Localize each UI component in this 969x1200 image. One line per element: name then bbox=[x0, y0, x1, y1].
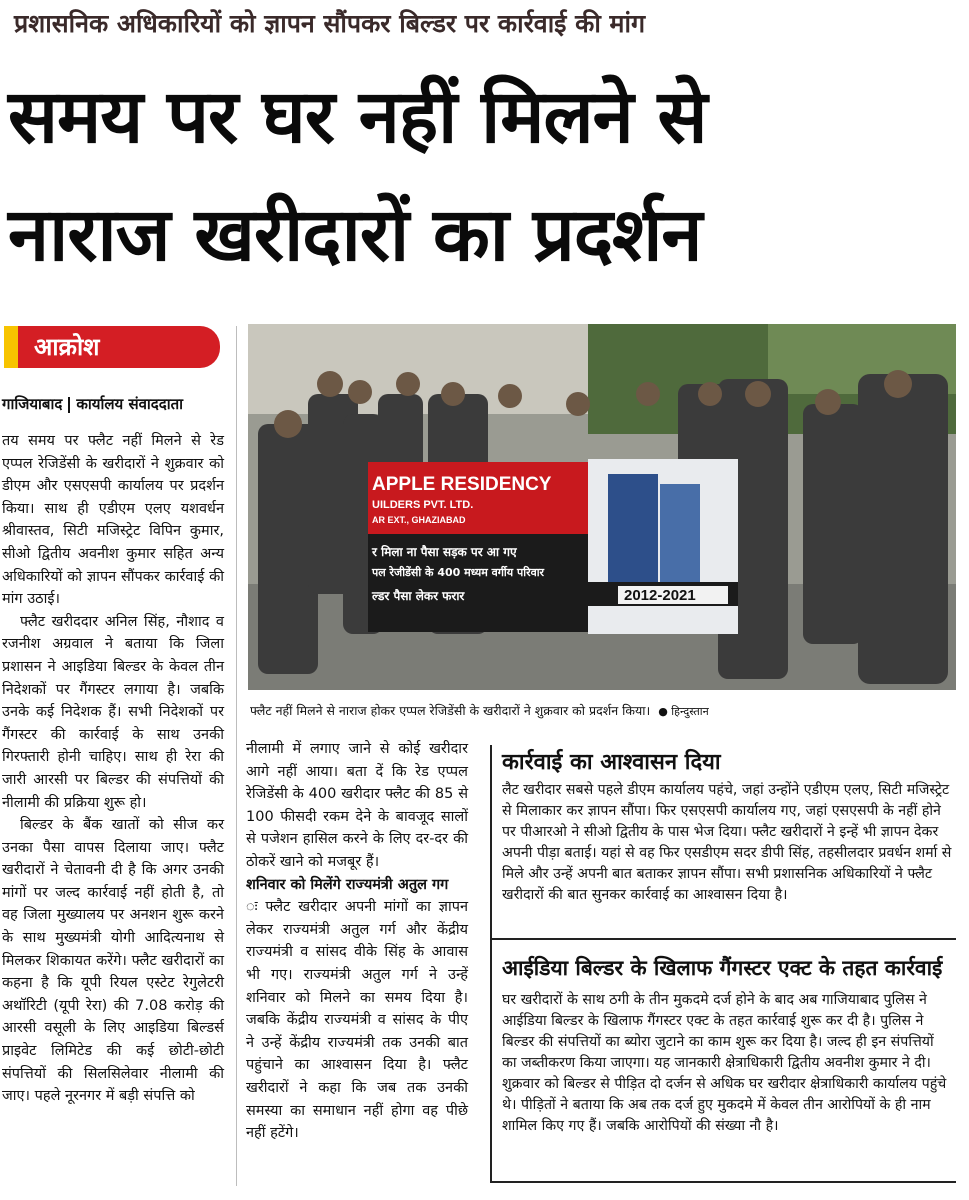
banner-slogan-2: पल रेजीडेंसी के 400 मध्यम वर्गीय परिवार bbox=[372, 566, 545, 579]
byline bbox=[2, 394, 183, 414]
box-separator-rule bbox=[490, 938, 956, 940]
banner-subtitle: UILDERS PVT. LTD. bbox=[372, 499, 474, 511]
box2-body bbox=[502, 990, 952, 1137]
headline-line-1: समय पर घर नहीं मिलने से bbox=[8, 74, 707, 160]
box2-title: आईडिया बिल्डर के खिलाफ गैंगस्टर एक्ट के तहत कार्रवाई bbox=[502, 956, 943, 980]
box2-paragraph: घर खरीदारों के साथ ठगी के तीन मुकदमे दर्ज होने के बाद अब गाजियाबाद पुलिस ने आईडिया बिल्डर के खिलाफ गैंगस्टर एक्ट के तहत कार्रवाई शुरू कर दी है। पुलिस ने बिल्डर की संपत्तियों का ब्योरा जुटाने का काम शुरू कर दिया है। जल्द ही इन संपत्तियों का जब्तीकरण किया जाएगा। यह जानकारी क्षेत्राधिकारी द्वितीय अवनीश कुमार ने दी। शुक्रवार को बिल्डर से पीड़ित दो दर्जन से अधिक घर खरीदार क्षेत्राधिकारी कार्यालय पहुंचे थे। पीड़ितों ने बताया कि अब तक दर्ज हुए मुकदमे में केवल तीन आरोपियों के ही नाम शामिल किए गए हैं। जबकि आरोपियों की संख्या नौ है। bbox=[502, 992, 947, 1134]
article-paragraph: ः फ्लैट खरीदार अपनी मांगों का ज्ञापन लेकर राज्यमंत्री अतुल गर्ग और केंद्रीय राज्यमंत्री व सांसद वीके सिंह के आवास भी गए। राज्यमंत्री अतुल गर्ग ने उन्हें शनिवार को मिलने का समय दिया है। जबकि केंद्रीय राज्यमंत्री व सांसद के पीए ने उन्हें केंद्रीय राज्यमंत्री तक उनकी बात पहुंचाने का आश्वासन दिया है। फ्लैट खरीदारों ने कहा कि जब तक उनकी समस्या का समाधान नहीं होगा वह पीछे नहीं हटेंगे। bbox=[246, 899, 468, 1142]
article-subhead: शनिवार को मिलेंगे राज्यमंत्री अतुल गग bbox=[246, 876, 449, 893]
photo-illustration bbox=[248, 324, 956, 690]
banner-slogan-3: ल्डर पैसा लेकर फरार bbox=[372, 589, 465, 603]
byline-place: गाजियाबाद bbox=[2, 395, 63, 413]
article-column-1 bbox=[2, 430, 224, 1108]
byline-divider bbox=[68, 397, 70, 413]
banner-title: APPLE RESIDENCY bbox=[372, 474, 552, 495]
photo-caption bbox=[250, 702, 956, 719]
caption-credit: ● हिन्दुस्तान bbox=[658, 705, 709, 718]
box-left-rule bbox=[490, 745, 492, 1183]
caption-text: फ्लैट नहीं मिलने से नाराज होकर एप्पल रेजिडेंसी के खरीदारों ने शुक्रवार को प्रदर्शन किया। bbox=[250, 703, 651, 718]
box1-paragraph: लैट खरीदार सबसे पहले डीएम कार्यालय पहंचे, जहां उन्होंने एडीएम एलए, सिटी मजिस्ट्रेट से मिलाकार कर ज्ञापन सौंपा। फिर एसएसपी कार्यालय गए, जहां एसएसपी के नहीं होने पर पीआरओ ने सीओ द्वितीय के पास भेज दिया। फ्लैट खरीदारों ने इन्हें भी ज्ञापन देकर अपनी पीड़ा बताई। यहां से वह फिर एसडीएम सदर डीपी सिंह, तहसीलदार प्रवर्धन शर्मा से मिले और उन्हें अपनी बात बताकर ज्ञापन सौंपा। सभी प्रशासनिक अधिकारियों ने फ्लैट खरीदारों की बात सुनकर कार्रवाई का आश्वासन दिया है। bbox=[502, 782, 952, 903]
box1-body bbox=[502, 780, 952, 906]
box1-title: कार्रवाई का आश्वासन दिया bbox=[502, 750, 721, 775]
article-paragraph: नीलामी में लगाए जाने से कोई खरीदार आगे नहीं आया। बता दें कि रेड एप्पल रेजिडेंसी के 400 खरीदार फ्लैट की 85 से 100 फीसदी रकम देने के बावजूद सालों से पजेशन हासिल करने के लिए दर-दर की ठोकरें खाने को मजबूर हैं। bbox=[246, 741, 468, 870]
column-divider bbox=[236, 326, 237, 1186]
kicker: प्रशासनिक अधिकारियों को ज्ञापन सौंपकर बिल्डर पर कार्रवाई की मांग bbox=[14, 9, 646, 38]
banner-location: AR EXT., GHAZIABAD bbox=[372, 515, 466, 525]
article-paragraph: फ्लैट खरीददार अनिल सिंह, नौशाद व रजनीश अग्रवाल ने बताया कि जिला प्रशासन ने आइडिया बिल्डर के केवल तीन निदेशकों पर गैंगस्टर लगाया है। जबकि उनके कई निदेशक हैं। सभी निदेशकों पर गैंगस्टर की कार्रवाई के साथ उनकी गिरफ्तारी होनी चाहिए। साथ ही रेरा की जारी आरसी पर बिल्डर की संपत्तियों की नीलामी की प्रक्रिया शुरू हो। bbox=[2, 613, 224, 811]
article-paragraph: तय समय पर फ्लैट नहीं मिलने से रेड एप्पल रेजिडेंसी के खरीदारों ने शुक्रवार को डीएम और एसएसपी कार्यालय पर प्रदर्शन किया। साथ ही एडीएम एलए यशवर्धन श्रीवास्तव, सिटी मजिस्ट्रेट विपिन कुमार, सीओ द्वितीय अवनीश कुमार सहित अन्य अधिकारियों को ज्ञापन सौंपकर कार्रवाई की मांग उठाई। bbox=[2, 433, 224, 608]
article-column-2 bbox=[246, 738, 468, 1145]
banner-years: 2012-2021 bbox=[624, 587, 696, 604]
protest-photo bbox=[248, 324, 956, 690]
article-paragraph: बिल्डर के बैंक खातों को सीज कर उनका पैसा वापस दिलाया जाए। फ्लैट खरीदारों ने चेतावनी दी है कि अगर उनकी मांगों पर जल्द कार्रवाई नहीं होती है, तो वह जिला मुख्यालय पर अनशन शुरू करने के साथ मुख्यमंत्री योगी आदित्यनाथ से मिलकर शिकायत करेंगे। फ्लैट खरीदारों का कहना है कि यूपी रियल एस्टेट रेगुलेटरी अथॉरिटी (यूपी रेरा) की 7.08 करोड़ की आरसी वसूली के लिए आइडिया बिल्डर्स प्राइवेट लिमिटेड की कई छोटी-छोटी संपत्तियों की सिलसिलेवार नीलामी की जाए। पहले नूरनगर में बड़ी संपत्ति को bbox=[2, 817, 224, 1105]
section-tag bbox=[4, 326, 220, 368]
byline-reporter: कार्यालय संवाददाता bbox=[76, 395, 184, 413]
tag-label: आक्रोश bbox=[34, 333, 100, 361]
banner-slogan-1: र मिला ना पैसा सड़क पर आ गए bbox=[372, 545, 517, 559]
tag-accent-bar bbox=[4, 326, 18, 368]
box-bottom-rule bbox=[490, 1181, 956, 1183]
headline-line-2: नाराज खरीदारों का प्रदर्शन bbox=[8, 192, 702, 278]
